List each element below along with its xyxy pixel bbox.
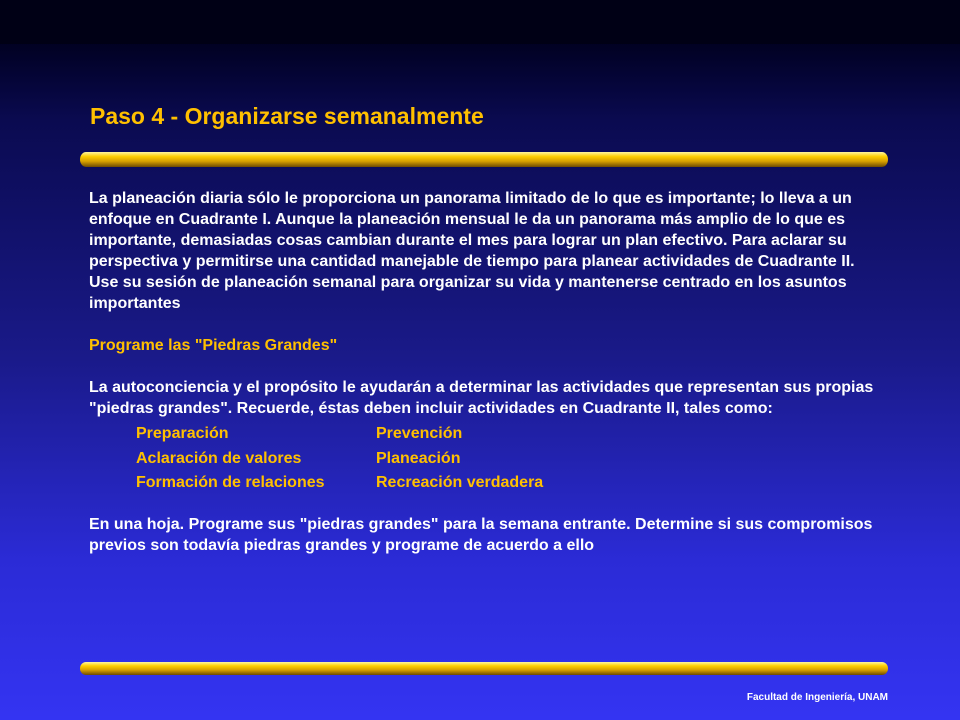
activity-item: Recreación verdadera <box>376 474 544 491</box>
activity-row <box>136 422 884 447</box>
activities-list <box>136 422 884 496</box>
slide-content <box>89 188 884 556</box>
activity-item: Preparación <box>136 425 229 442</box>
activity-row <box>136 447 884 472</box>
slide-title: Paso 4 - Organizarse semanalmente <box>90 103 484 129</box>
footer-credit: Facultad de Ingeniería, UNAM <box>746 692 888 703</box>
intro-paragraph: La planeación diaria sólo le proporciona un panorama limitado de lo que es importante; lo lleva a un enfoque en Cuadrante I. Aunque la planeación mensual le da un panorama más amplio de lo que es importante, demasiadas cosas cambian durante el mes para lograr un plan efectivo. Para aclarar su perspectiva y permitirse una cantidad manejable de tiempo para planear actividades de Cuadrante II. Use su sesión de planeación semanal para organizar su vida y mantenerse centrado en los asuntos importantes <box>89 190 855 312</box>
section-subheading: Programe las "Piedras Grandes" <box>89 337 338 354</box>
activity-item: Prevención <box>376 425 463 442</box>
bottom-divider-bar <box>80 662 888 675</box>
activity-item: Formación de relaciones <box>136 474 325 491</box>
activity-item: Aclaración de valores <box>136 449 302 467</box>
top-band <box>0 0 960 44</box>
activity-item: Planeación <box>376 449 461 467</box>
rocks-paragraph: La autoconciencia y el propósito le ayudarán a determinar las actividades que representan sus propias "piedras grandes". Recuerde, éstas deben incluir actividades en Cuadrante II, tales como: <box>89 379 874 417</box>
title-divider-bar <box>80 152 888 167</box>
activity-row <box>136 471 884 496</box>
assignment-paragraph: En una hoja. Programe sus "piedras grandes" para la semana entrante. Determine si sus compromisos previos son todavía piedras grandes y programe de acuerdo a ello <box>89 515 873 554</box>
